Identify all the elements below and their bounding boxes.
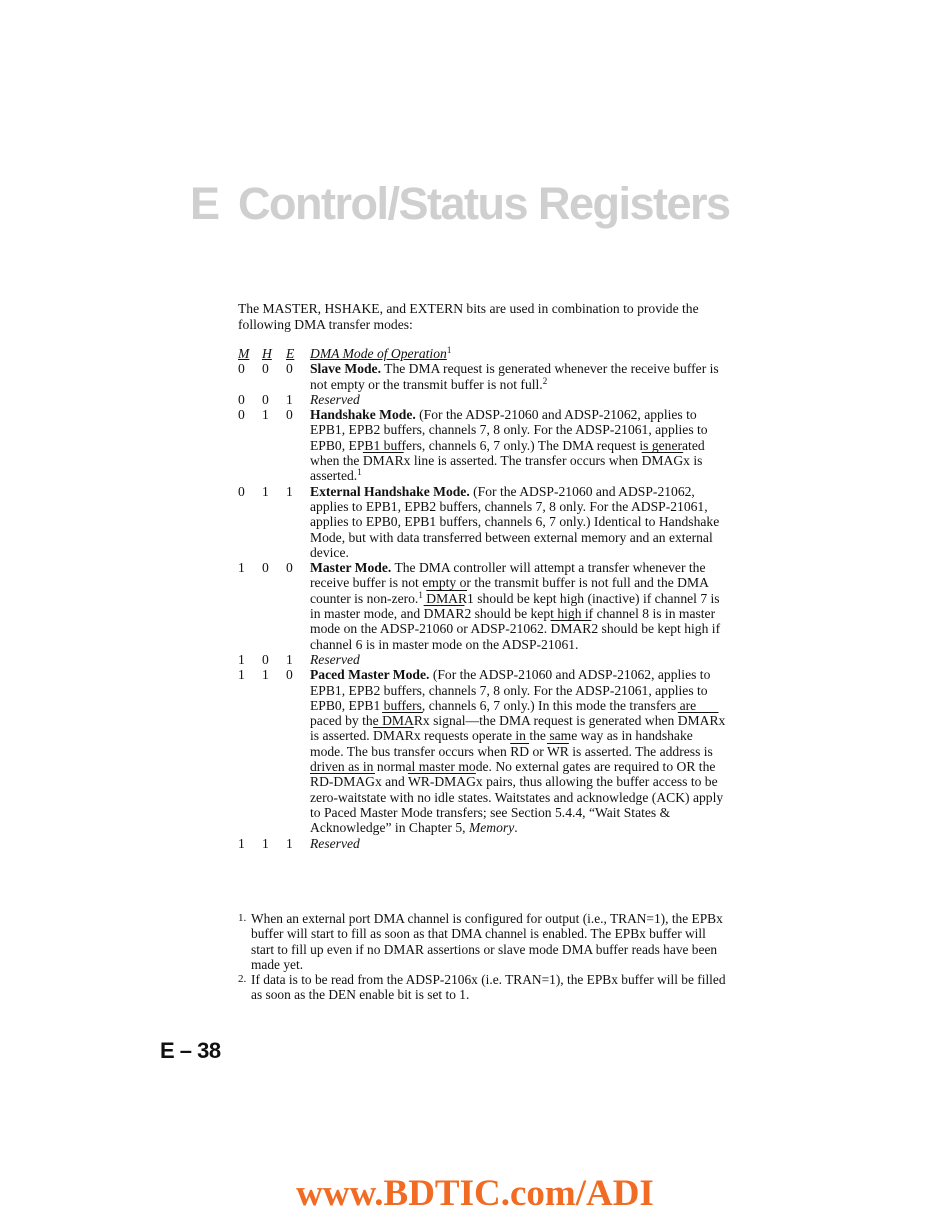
table-row [238,407,728,483]
bit-m: 1 [238,651,245,667]
bit-m: 0 [238,361,245,377]
chapter-title: Control/Status Registers [238,178,730,229]
bit-e: 0 [286,667,293,683]
mode-title: Slave Mode. [310,361,381,377]
signal-name: $\overline{WR}$ [546,743,569,759]
mode-title: Handshake Mode. [310,407,416,423]
bit-h: 0 [262,560,269,576]
table-row [238,484,728,560]
signal-name: DMAR [362,453,404,469]
chapter-heading [190,178,730,230]
signal-name: DMAR [382,713,423,729]
table-row [238,361,728,392]
table-header [238,346,728,361]
bit-h: 1 [262,835,269,851]
mode-text: is asserted. The address is driven as in normal master mode. No external gates are required to OR the [310,743,716,775]
mode-text: x line is asserted. The transfer occurs when [403,453,642,469]
bit-h: 0 [262,391,269,407]
footnote-text: If data is to be read from the ADSP-2106x (i.e. TRAN=1), the EPBx buffer will be filled as soon as the DEN enable bit is set to 1. [251,972,726,1003]
dma-mode-table [238,346,728,851]
bit-h: 0 [262,361,269,377]
mode-text: 2 should be kept high if channel 6 is in master mode on the ADSP-21061. [310,621,721,652]
mode-text: The DMA controller will attempt a transfer whenever the receive buffer is not empty or the transmit buffer is not full and the DMA counter is non-zero. [310,560,709,606]
mode-text: . [514,820,518,836]
mode-title: Paced Master Mode. [310,667,430,683]
reserved-label: Reserved [310,391,360,407]
intro-paragraph: The MASTER, HSHAKE, and EXTERN bits are used in combination to provide the following DMA transfer modes: [238,301,699,332]
mode-text: (For the ADSP-21060 and ADSP-21062, applies to EPB1, EPB2 buffers, channels 7, 8 only. For the ADSP-21061, applies to EPB0, EPB1 buffers, channels 6, 7 only.) The DMA request is generated when the [310,407,708,469]
signal-name: RD-DMAG [310,774,375,790]
header-label: DMA Mode of Operation [310,346,447,361]
footnote-number: 2. [238,973,247,986]
signal-name: DMAR [550,621,592,637]
footnote-number: 1. [238,912,247,924]
bit-h: 1 [262,667,269,683]
signal-name: DMAR [677,713,719,729]
mode-title: External Handshake Mode. [310,483,470,499]
reserved-label: Reserved [310,651,360,667]
reserved-label: Reserved [310,835,360,851]
signal-name: DMAR [423,606,465,622]
chapter-reference: Memory [468,820,515,836]
bit-e: 0 [286,560,293,576]
bit-e: 0 [286,407,293,423]
bit-e: 0 [286,361,293,377]
bit-m: 1 [238,835,245,851]
table-row [238,392,728,407]
footnote-text: When an external port DMA channel is configured for output (i.e., TRAN=1), the EPBx buffer will start to fill as soon as that DMA channel is enabled. The EPBx buffer will start to fill up even if no DMAR assertions or slave mode DMA buffer reads have been made yet. [251,911,723,972]
bit-e: 1 [286,391,293,407]
signal-name: $\overline{RD}$ [510,743,530,759]
mode-text: x requests operate in the same way as in handshake mode. The bus transfer occurs when [310,728,693,759]
signal-name: DMAG [641,453,684,469]
footnote-ref: 2 [542,375,548,386]
footnote [238,911,728,972]
header-footnote-ref: 1 [446,345,452,355]
mode-text: x is asserted. [310,713,726,744]
mode-text: (For the ADSP-21060 and ADSP-21062, applies to EPB1, EPB2 buffers, channels 7, 8 only. For the ADSP-21061, applies to EPB0, EPB1 buffers, channels 6, 7 only.) Identical to Handshake Mode, but with data transferred between external memory and an external device. [310,483,720,560]
table-row [238,836,728,851]
table-row [238,667,728,835]
bit-h: 0 [262,651,269,667]
bit-m: 1 [238,560,245,576]
header-m: M [238,346,250,361]
mode-text: (For the ADSP-21060 and ADSP-21062, applies to EPB1, EPB2 buffers, channels 7, 8 only. For the ADSP-21061, applies to EPB0, EPB1 buffers, channels 6, 7 only.) In this mode the transfers are paced by the [310,667,711,729]
footnote-ref: 1 [418,589,423,600]
mode-text: 2 should be kept high if channel 8 is in master mode on the ADSP-21060 or ADSP-21062. [310,606,716,637]
mode-text: x is asserted. [310,453,703,484]
footnote [238,972,728,1003]
bit-h: 1 [262,483,269,499]
signal-name: WR-DMAG [407,774,476,790]
table-row [238,560,728,652]
mode-text: x pairs, thus allowing the buffer access to be zero-waitstate with no idle states. Waitstates and acknowledge (ACK) apply to Paced Master Mode transfers; see Section 5.4.4, “Wait States & Acknowledge” in Chapter 5, [310,774,724,836]
bit-m: 0 [238,483,245,499]
footnote-ref: 1 [357,467,362,478]
footnotes [238,911,728,1003]
header-h: H [262,346,272,361]
table-row [238,652,728,667]
mode-text: x and [374,774,408,790]
mode-title: Master Mode. [310,560,392,576]
appendix-letter: E [190,178,219,229]
bit-e: 1 [286,651,293,667]
mode-text: or [529,743,547,759]
bit-m: 0 [238,391,245,407]
mode-text: The DMA request is generated whenever the receive buffer is not empty or the transmit buffer is not full. [310,361,719,392]
bit-e: 1 [286,835,293,851]
signal-name: DMAR [373,728,414,744]
footer-website-link[interactable]: www.BDTIC.com/ADI [296,1173,654,1214]
bit-h: 1 [262,407,269,423]
signal-name: DMAR [426,590,468,606]
bit-m: 0 [238,407,245,423]
mode-text: x signal—the DMA request is generated when [422,713,678,729]
mode-text: 1 should be kept high (inactive) if channel 7 is in master mode, and [310,590,720,622]
bit-m: 1 [238,667,245,683]
bit-e: 1 [286,483,293,499]
page-number: E – 38 [160,1038,221,1063]
header-e: E [286,346,295,361]
